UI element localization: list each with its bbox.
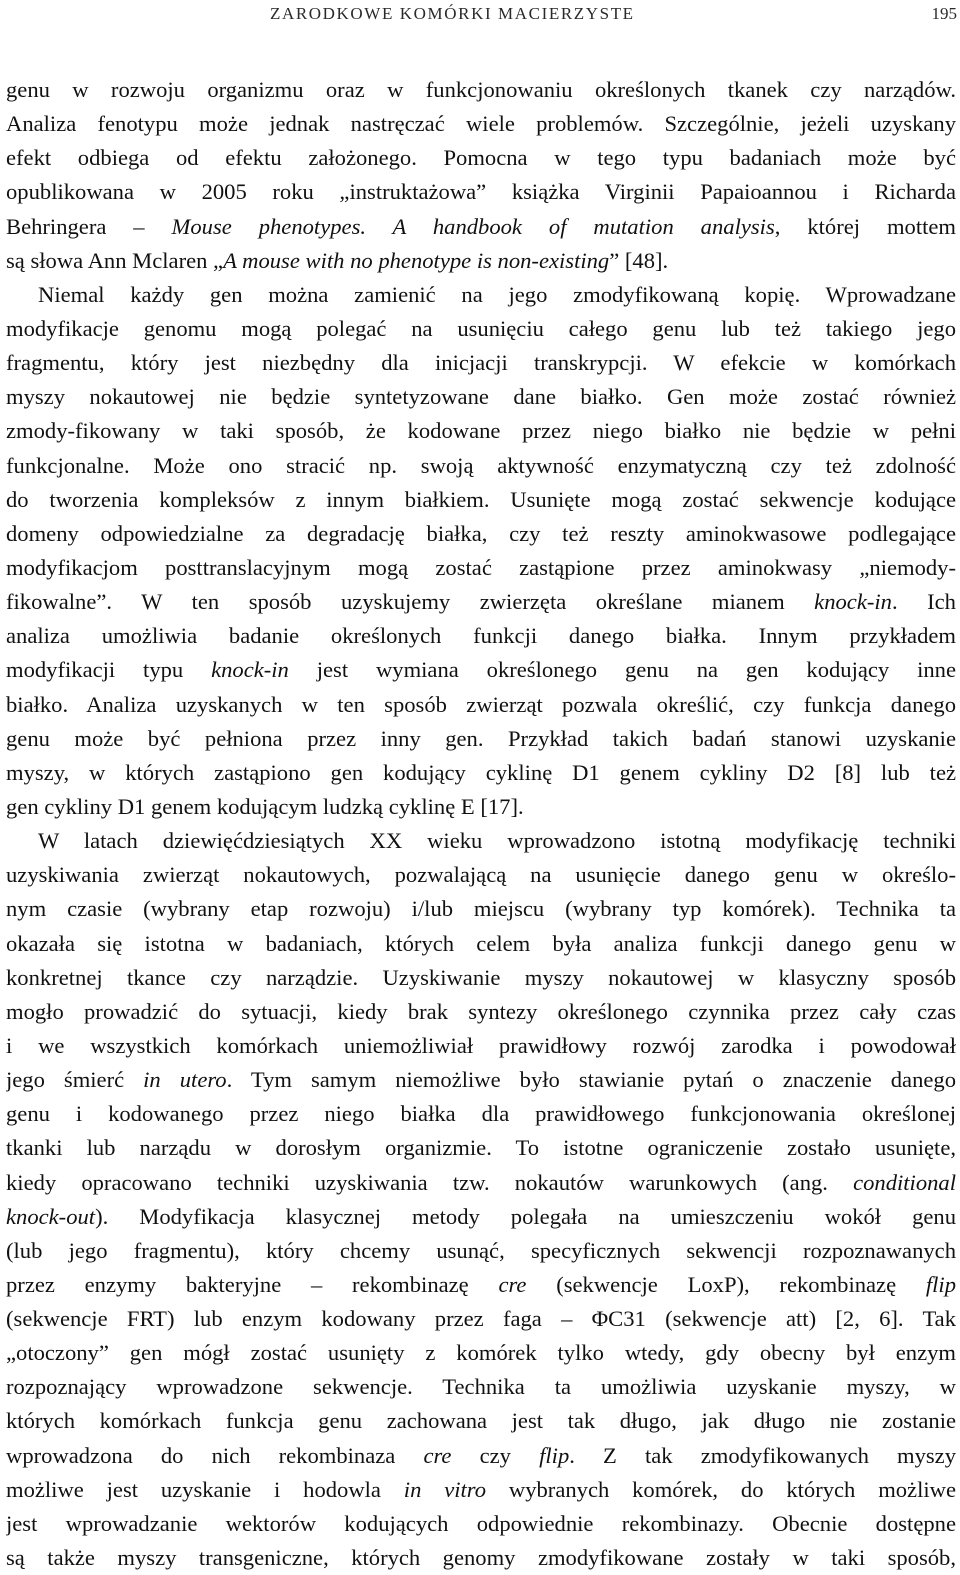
page-header [0, 2, 960, 32]
text-segment: myszy, w których zastąpiono gen kodujący cyklinę D1 genem cykliny D2 [8] lub też [6, 759, 956, 785]
text-line [6, 1336, 956, 1370]
text-line [6, 824, 956, 858]
text-segment: Analiza fenotypu może jednak nastręczać wiele problemów. Szczególnie, jeżeli uzyskany [6, 111, 956, 137]
text-segment: (sekwencje FRT) lub enzym kodowany przez faga – ΦC31 (sekwencje att) [2, 6]. Tak [6, 1306, 956, 1332]
text-line [6, 585, 956, 619]
text-segment: ). Modyfikacja klasycznej metody polegała na umieszczeniu wokół genu [95, 1203, 956, 1229]
text-segment: przez enzymy bakteryjne – rekombinazę [6, 1271, 499, 1297]
text-segment: „otoczony” gen mógł zostać usunięty z komórek tylko wtedy, gdy obecny był enzym [6, 1340, 956, 1366]
text-line [6, 1063, 956, 1097]
text-line [6, 1507, 956, 1541]
text-line [6, 414, 956, 448]
text-segment: tkanki lub narządu w dorosłym organizmie. To istotne ograniczenie zostało usunięte, [6, 1135, 956, 1161]
text-segment: Behringera – [6, 213, 172, 239]
text-line [6, 858, 956, 892]
text-segment: modyfikacje genomu mogą polegać na usunięciu całego genu lub też takiego jego [6, 315, 956, 341]
text-segment: (lub jego fragmentu), który chcemy usunąć, specyficznych sekwencji rozpoznawanych [6, 1237, 956, 1263]
text-segment: fragmentu, który jest niezbędny dla inicjacji transkrypcji. W efekcie w komórkach [6, 350, 956, 376]
page-number: 195 [931, 4, 957, 23]
text-segment: wprowadzona do nich rekombinaza [6, 1442, 424, 1468]
text-line [6, 141, 956, 175]
text-segment: domeny odpowiedzialne za degradację białka, czy też reszty aminokwasowe podlegające [6, 520, 956, 546]
body-text [6, 73, 956, 1575]
text-line [6, 927, 956, 961]
text-segment: czy [451, 1442, 540, 1468]
text-segment: są słowa Ann Mclaren „ [6, 247, 224, 273]
text-line [6, 961, 956, 995]
text-line [6, 1097, 956, 1131]
text-line [6, 688, 956, 722]
text-segment: Niemal każdy gen można zamienić na jego zmodyfikowaną kopię. Wprowadzane [38, 281, 956, 307]
text-segment: gen cykliny D1 genem kodującym ludzką cyklinę E [17]. [6, 793, 524, 819]
text-line [6, 449, 956, 483]
text-segment: analiza umożliwia badanie określonych funkcji danego białka. Innym przykładem [6, 623, 956, 649]
running-title: ZARODKOWE KOMÓRKI MACIERZYSTE [270, 4, 635, 23]
text-segment: mogło prowadzić do sytuacji, kiedy brak syntezy określonego czynnika przez cały czas [6, 998, 956, 1024]
italic-term: knock-in [814, 589, 892, 615]
text-segment: i we wszystkich komórkach uniemożliwiał prawidłowy rozwój zarodka i powodował [6, 1032, 956, 1058]
italic-term: Mouse phenotypes. A handbook of mutation analysis [171, 213, 775, 239]
text-line [6, 517, 956, 551]
text-line [6, 1200, 956, 1234]
text-line [6, 1131, 956, 1165]
text-segment: możliwe jest uzyskanie i hodowla [6, 1476, 404, 1502]
text-segment: genu może być pełniona przez inny gen. Przykład takich badań stanowi uzyskanie [6, 725, 956, 751]
text-segment: funkcjonalne. Może ono stracić np. swoją aktywność enzymatyczną czy też zdolność [6, 452, 956, 478]
text-line [6, 1302, 956, 1336]
text-line [6, 175, 956, 209]
text-segment: . Tym samym niemożliwe było stawianie pytań o znaczenie danego [226, 1067, 956, 1093]
text-line [6, 346, 956, 380]
text-line [6, 1166, 956, 1200]
text-segment: genu i kodowanego przez niego białka dla prawidłowego funkcjonowania określonej [6, 1101, 956, 1127]
text-line [6, 73, 956, 107]
text-line [6, 756, 956, 790]
text-line [6, 1268, 956, 1302]
text-line [6, 619, 956, 653]
text-segment: nym czasie (wybrany etap rozwoju) i/lub miejscu (wybrany typ komórek). Technika ta [6, 896, 956, 922]
italic-term: knock-in [211, 657, 289, 683]
text-line [6, 483, 956, 517]
text-line [6, 653, 956, 687]
italic-term: A mouse with no phenotype is non-existing [223, 247, 610, 273]
text-segment: uzyskiwania zwierząt nokautowych, pozwalającą na usunięcie danego genu w określo- [6, 862, 956, 888]
italic-term: cre [498, 1271, 527, 1297]
text-line [6, 244, 956, 278]
text-line [6, 210, 956, 244]
text-segment: . Z tak zmodyfikowanych myszy [569, 1442, 956, 1468]
text-segment: myszy nokautowej nie będzie syntetyzowane dane białko. Gen może zostać również [6, 384, 956, 410]
italic-term: flip [925, 1271, 956, 1297]
text-segment: do tworzenia kompleksów z innym białkiem. Usunięte mogą zostać sekwencje kodujące [6, 486, 956, 512]
text-line [6, 722, 956, 756]
text-segment: , której mottem [774, 213, 956, 239]
text-line [6, 892, 956, 926]
text-segment: białko. Analiza uzyskanych w ten sposób zwierząt pozwala określić, czy funkcja danego [6, 691, 956, 717]
text-segment: konkretnej tkance czy narządzie. Uzyskiwanie myszy nokautowej w klasyczny sposób [6, 964, 956, 990]
text-segment: zmody-fikowany w taki sposób, że kodowane przez niego białko nie będzie w pełni [6, 418, 956, 444]
text-line [6, 312, 956, 346]
italic-term: in vitro [403, 1476, 487, 1502]
text-line [6, 380, 956, 414]
italic-term: flip [539, 1442, 570, 1468]
text-segment: modyfikacji typu [6, 657, 212, 683]
text-segment: jest wprowadzanie wektorów kodujących odpowiednie rekombinazy. Obecnie dostępne [6, 1510, 956, 1536]
text-line [6, 1473, 956, 1507]
text-segment: (sekwencje LoxP), rekombinazę [526, 1271, 926, 1297]
text-line [6, 995, 956, 1029]
text-segment: wybranych komórek, do których możliwe [486, 1476, 956, 1502]
text-line [6, 1029, 956, 1063]
text-segment: rozpoznający wprowadzone sekwencje. Technika ta umożliwia uzyskanie myszy, w [6, 1374, 956, 1400]
text-segment: jest wymiana określonego genu na gen kodujący inne [288, 657, 956, 683]
text-line [6, 1439, 956, 1473]
text-segment: . Ich [891, 589, 956, 615]
text-line [6, 1370, 956, 1404]
text-segment: W latach dziewięćdziesiątych XX wieku wprowadzono istotną modyfikację techniki [38, 828, 956, 854]
text-segment: są także myszy transgeniczne, których genomy zmodyfikowane zostały w taki sposób, [6, 1545, 956, 1571]
text-line [6, 278, 956, 312]
text-line [6, 1234, 956, 1268]
text-line [6, 551, 956, 585]
italic-term: in utero [143, 1067, 227, 1093]
text-line [6, 1404, 956, 1438]
italic-term: conditional [853, 1169, 956, 1195]
text-segment: opublikowana w 2005 roku „instruktażowa” książka Virginii Papaioannou i Richarda [6, 179, 956, 205]
text-segment: kiedy opracowano techniki uzyskiwania tzw. nokautów warunkowych (ang. [6, 1169, 854, 1195]
text-segment: modyfikacjom posttranslacyjnym mogą zostać zastąpione przez aminokwasy „niemody- [6, 554, 956, 580]
text-line [6, 107, 956, 141]
text-segment: okazała się istotna w badaniach, których celem była analiza funkcji danego genu w [6, 930, 956, 956]
text-segment: ” [48]. [609, 247, 669, 273]
text-segment: fikowalne”. W ten sposób uzyskujemy zwierzęta określane mianem [6, 589, 815, 615]
text-segment: jego śmierć [6, 1067, 144, 1093]
text-segment: genu w rozwoju organizmu oraz w funkcjonowaniu określonych tkanek czy narządów. [6, 77, 956, 102]
text-line [6, 1541, 956, 1575]
text-segment: efekt odbiega od efektu założonego. Pomocna w tego typu badaniach może być [6, 145, 956, 171]
text-line [6, 790, 956, 824]
text-segment: których komórkach funkcja genu zachowana jest tak długo, jak długo nie zostanie [6, 1408, 956, 1434]
italic-term: knock-out [6, 1203, 96, 1229]
italic-term: cre [423, 1442, 452, 1468]
